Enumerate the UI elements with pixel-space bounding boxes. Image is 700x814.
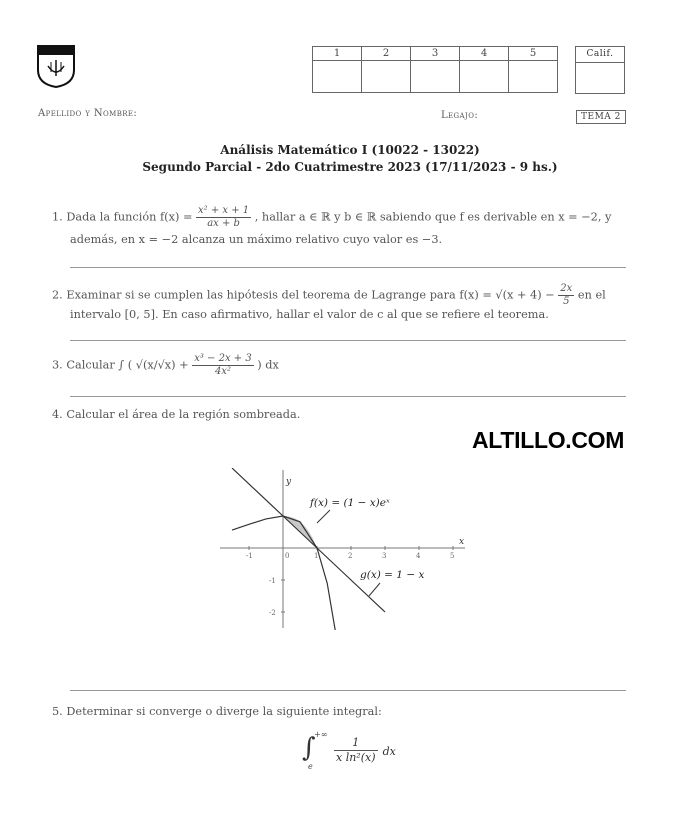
q2-number: 2. xyxy=(52,288,63,302)
q3-text-a: Calcular ∫ ( √(x/√x) + xyxy=(66,358,189,372)
q2-frac-num: 2x xyxy=(560,283,573,294)
q3-frac-den: 4x² xyxy=(214,366,231,377)
curve-g xyxy=(232,468,385,612)
q3-number: 3. xyxy=(52,358,63,372)
x-tick-label: 2 xyxy=(348,552,353,560)
x-tick-label: 3 xyxy=(382,552,387,560)
tema-badge: TEMA 2 xyxy=(576,110,626,124)
y-tick-label: -1 xyxy=(269,577,276,585)
calif-label: Calif. xyxy=(576,47,624,63)
q1-number: 1. xyxy=(52,210,63,224)
watermark: ALTILLO.COM xyxy=(472,427,625,453)
grade-cell xyxy=(313,61,362,93)
grade-cell xyxy=(509,61,558,93)
question-1 xyxy=(52,205,632,230)
divider xyxy=(70,340,626,341)
q5-frac-den: x ln²(x) xyxy=(336,751,376,764)
grade-col-header: 5 xyxy=(509,47,558,61)
q2-frac-den: 5 xyxy=(563,296,570,307)
divider xyxy=(70,396,626,397)
q3-text-b: ) dx xyxy=(257,358,279,372)
question-4 xyxy=(52,406,632,423)
upper-limit: +∞ xyxy=(314,730,328,739)
q1-fraction xyxy=(196,205,251,230)
question-2 xyxy=(52,283,632,308)
grade-cell xyxy=(411,61,460,93)
q5-fraction xyxy=(334,736,378,765)
grade-col-header: 4 xyxy=(460,47,509,61)
grade-col-header: 1 xyxy=(313,47,362,61)
g-pointer xyxy=(369,583,380,596)
grade-col-header: 3 xyxy=(411,47,460,61)
f-label: f(x) = (1 − x)eˣ xyxy=(310,497,390,509)
q2-fraction xyxy=(558,283,574,308)
q5-text: Determinar si converge o diverge la siguiente integral: xyxy=(66,705,382,718)
grade-table xyxy=(312,46,558,93)
grade-box xyxy=(575,46,625,94)
q2-text-b: en el xyxy=(577,288,606,302)
integral-sign: ∫ xyxy=(302,733,316,763)
question-5 xyxy=(52,703,632,720)
grade-col-header: 2 xyxy=(362,47,411,61)
q5-number: 5. xyxy=(52,705,63,718)
y-axis-label: y xyxy=(286,477,292,487)
q3-frac-num: x³ − 2x + 3 xyxy=(194,353,252,364)
grade-cell xyxy=(362,61,411,93)
divider xyxy=(70,690,626,691)
q3-fraction xyxy=(192,353,254,378)
legajo-label: Legajo: xyxy=(441,110,479,121)
x-tick-label: -1 xyxy=(246,552,253,560)
q2-line2: intervalo [0, 5]. En caso afirmativo, hallar el valor de c al que se refiere el teorema. xyxy=(70,308,549,321)
question-3 xyxy=(52,353,632,378)
q4-text: Calcular el área de la región sombreada. xyxy=(66,408,301,421)
course-title: Análisis Matemático I (10022 - 13022) xyxy=(220,143,480,157)
grade-cell xyxy=(460,61,509,93)
q1-text-b: , hallar a ∈ ℝ y b ∈ ℝ sabiendo que f es derivable en x = −2, y xyxy=(254,210,612,224)
divider xyxy=(70,267,626,268)
exam-title: Segundo Parcial - 2do Cuatrimestre 2023 (17/11/2023 - 9 hs.) xyxy=(142,160,558,174)
q4-number: 4. xyxy=(52,408,63,421)
area-graph xyxy=(220,468,470,630)
lower-limit: e xyxy=(308,762,313,771)
x-tick-label: 4 xyxy=(416,552,421,560)
q1-text-a: Dada la función f(x) = xyxy=(66,210,193,224)
x-tick-label: 0 xyxy=(285,552,290,560)
q5-dx: dx xyxy=(382,745,396,758)
x-axis-label: x xyxy=(459,537,465,547)
g-label: g(x) = 1 − x xyxy=(360,569,425,581)
f-pointer xyxy=(317,510,330,523)
y-tick-label: -2 xyxy=(269,609,276,617)
q1-line2: además, en x = −2 alcanza un máximo relativo cuyo valor es −3. xyxy=(70,233,443,246)
x-tick-label: 5 xyxy=(450,552,455,560)
university-logo xyxy=(36,44,76,88)
q1-frac-den: ax + b xyxy=(207,218,240,229)
q5-frac-num: 1 xyxy=(334,736,378,751)
x-tick-label: 1 xyxy=(314,552,319,560)
name-label: Apellido y Nombre: xyxy=(38,108,138,119)
q5-integrand xyxy=(334,736,396,765)
q1-frac-num: x² + x + 1 xyxy=(198,205,250,216)
q2-text-a: Examinar si se cumplen las hipótesis del teorema de Lagrange para f(x) = √(x + 4) − xyxy=(66,288,555,302)
curve-f xyxy=(232,516,337,630)
